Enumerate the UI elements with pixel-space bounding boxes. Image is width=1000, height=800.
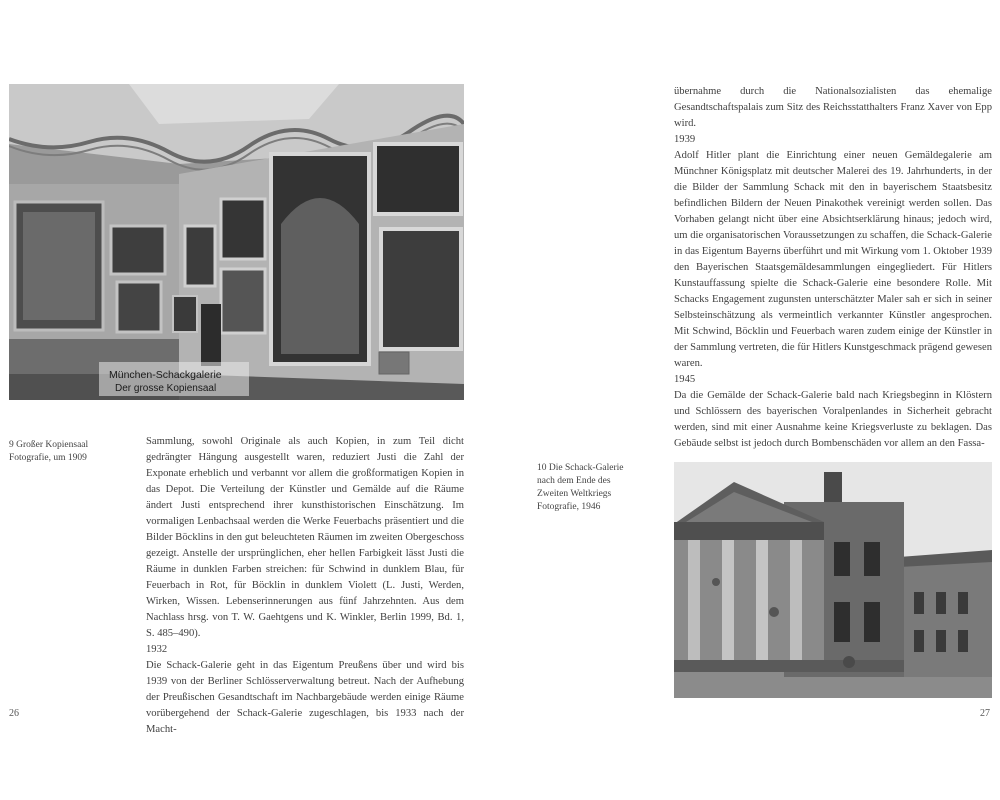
photo-label-line2: Der grosse Kopiensaal [115, 383, 217, 394]
caption-date: Fotografie, 1946 [537, 502, 601, 512]
paragraph-1932: Die Schack-Galerie geht in das Eigentum Preußens über und wird bis 1939 von der Berliner Schlösserverwaltung betreut. Nach der Aufhebung der Preußischen Gesandtschaft im Nachbargebäude werden einige Räume vorübergehend der Schack-Galerie zugeschlagen, bis 1933 nach der Macht- [146, 660, 464, 735]
caption-number: 10 [537, 463, 547, 473]
caption-number: 9 [9, 440, 14, 450]
year-heading-1932: 1932 [146, 644, 168, 655]
right-page [500, 0, 1000, 800]
gallery-building-photo [674, 462, 992, 698]
right-body-text [674, 84, 992, 452]
caption-title: Die Schack-Galerie [548, 463, 624, 473]
caption-date: Fotografie, um 1909 [9, 453, 87, 463]
figure-9-caption [9, 439, 88, 465]
paragraph-1945: Da die Gemälde der Schack-Galerie bald nach Kriegsbeginn in Klöstern und Schlössern des bayerischen Voralpenlandes in Sicherheit gebracht werden, sind mit einer Ausnahme keine Kriegsverluste zu beklagen. Das Gebäude selbst ist jedoch durch Bombenschäden vor allem an den Fassa- [674, 390, 992, 449]
page-number-right: 27 [980, 708, 990, 719]
paragraph-1939: Adolf Hitler plant die Einrichtung einer neuen Gemäldegalerie am Münchner Königsplatz mit deutscher Malerei des 19. Jahrhunderts, in der die Bilder der Sammlung Schack mit den in bayerischem Staatsbesitz befindlichen Bildern der Neuen Pinakothek vereinigt werden sollen. Das Vorhaben gelangt nicht über eine Absichtserklärung hinaus; jedoch wird, um die organisatorischen Voraussetzungen zu schaffen, die Schack-Galerie in das Eigentum Bayerns überführt und mit Wirkung vom 1. Oktober 1939 den Bayerischen Staatsgemäldesammlungen eingegliedert. Für Hitlers Kunstauffassung spielte die Schack-Galerie eine besondere Rolle. Mit Schacks Engagement zugunsten unterschätzter Maler sah er sich in seiner Selbsteinschätzung als vermeintlich verkannter Künstler angesprochen. Mit Schwind, Böcklin und Feuerbach waren zudem einige der Künstler in der Sammlung vertreten, die für Hitlers Kunstgeschmack prägend gewesen waren. [674, 150, 993, 369]
left-body-text [146, 434, 464, 738]
page-number-left: 26 [9, 708, 19, 719]
year-heading-1945: 1945 [674, 374, 696, 385]
figure-10-caption [537, 462, 624, 514]
photo-label-line1: München-Schackgalerie [109, 369, 222, 381]
caption-line-2: nach dem Ende des [537, 476, 611, 486]
paragraph-justi: Sammlung, sowohl Originale als auch Kopien, in zum Teil dicht gedrängter Hängung ausgestellt waren, reduziert Justi die Zahl der Exponate erheblich und verbannt vor allem die großformatigen Kopien in das Depot. Die Verteilung der Künstler und Gemälde auf die Räume ändert Justi entsprechend ihrer kunsthistorischen Einschätzung. Im vormaligen Lenbachsaal werden die Werke Feuerbachs präsentiert und die Bilder Böcklins in den gut beleuchteten Räumen im zweiten Obergeschoss gezeigt. Anstelle der ursprünglichen, eher hellen Farbigkeit lässt Justi die Räume in dunklen Farben streichen: für Schwind in dunklem Blau, für Feuerbach in Rot, für Böcklin in dunklem Violett (L. Justi, Werden, Wirken, Wissen. Lebenserinnerungen aus fünf Jahrzehnten. Aus dem Nachlass hrsg. von T. W. Gaehtgens und K. Winkler, Berlin 1999, Bd. 1, S. 485–490). [146, 436, 464, 639]
caption-title: Großer Kopiensaal [16, 440, 89, 450]
gallery-interior-photo [9, 84, 464, 400]
caption-line-3: Zweiten Weltkriegs [537, 489, 612, 499]
year-heading-1939: 1939 [674, 134, 696, 145]
paragraph-continuation: übernahme durch die Nationalsozialisten das ehemalige Gesandtschaftspalais zum Sitz des Reichsstatthalters Franz Xaver von Epp wird. [674, 86, 992, 129]
